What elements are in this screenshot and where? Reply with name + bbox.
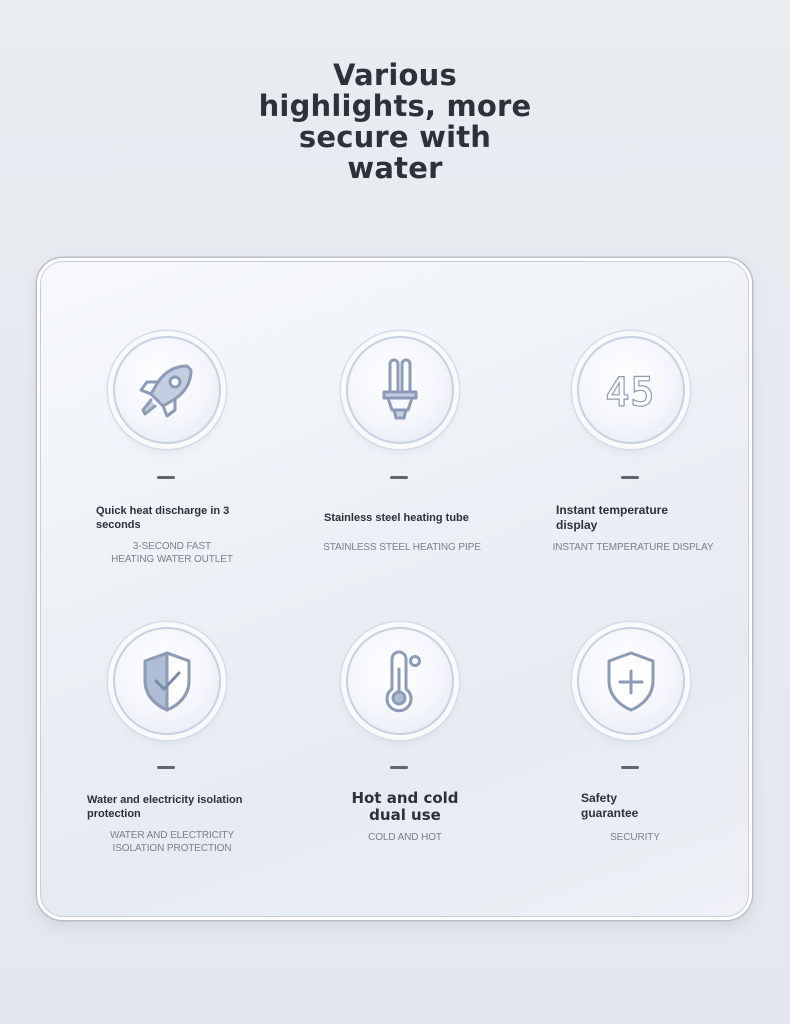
temperature-display-value: 45 xyxy=(606,370,656,414)
feature-badge-safety xyxy=(577,627,685,735)
feature-title: Quick heat discharge in 3 seconds xyxy=(96,505,230,531)
feature-subtitle xyxy=(96,540,248,566)
feature-subtitle xyxy=(318,541,486,554)
feature-title-line: dual use xyxy=(369,806,441,824)
feature-badge-quick-heat xyxy=(113,336,221,444)
feature-title-line: Hot and cold xyxy=(351,789,459,807)
feature-title-line: guarantee xyxy=(581,806,639,820)
feature-title: Stainless steel heating tube xyxy=(324,512,469,524)
feature-title-line: Safety xyxy=(581,791,618,805)
feature-divider xyxy=(621,766,639,769)
feature-title xyxy=(330,790,480,824)
feature-badge-hot-cold xyxy=(346,627,454,735)
feature-subtitle-line: HEATING WATER OUTLET xyxy=(111,554,233,565)
feature-divider xyxy=(390,476,408,479)
feature-divider xyxy=(157,476,175,479)
feature-subtitle-line: INSTANT TEMPERATURE DISPLAY xyxy=(552,542,714,553)
rocket-icon xyxy=(129,352,205,428)
feature-subtitle-line: ISOLATION PROTECTION xyxy=(112,843,232,854)
temperature-display-icon xyxy=(593,352,669,428)
headline-line: Various xyxy=(333,58,457,92)
headline-line: water xyxy=(347,151,443,185)
heating-tube-icon xyxy=(362,352,438,428)
feature-divider xyxy=(157,766,175,769)
shield-check-icon xyxy=(129,643,205,719)
feature-divider xyxy=(621,476,639,479)
feature-subtitle xyxy=(330,831,480,844)
thermometer-icon xyxy=(362,643,438,719)
feature-title: Water and electricity isolation protection xyxy=(87,794,243,820)
feature-subtitle-line: 3-SECOND FAST xyxy=(132,541,212,552)
feature-badge-temperature-display xyxy=(577,336,685,444)
feature-divider xyxy=(390,766,408,769)
feature-subtitle xyxy=(548,541,718,554)
feature-badge-isolation xyxy=(113,627,221,735)
feature-title: Instant temperature display xyxy=(556,503,669,532)
feature-subtitle-line: STAINLESS STEEL HEATING PIPE xyxy=(323,542,481,553)
feature-subtitle-line: COLD AND HOT xyxy=(368,832,442,843)
feature-subtitle-line: WATER AND ELECTRICITY xyxy=(109,830,235,841)
shield-plus-icon xyxy=(593,643,669,719)
headline-line: highlights, more xyxy=(258,89,532,123)
feature-subtitle xyxy=(585,831,685,844)
feature-subtitle-line: SECURITY xyxy=(610,832,660,843)
headline-line: secure with xyxy=(298,120,492,154)
feature-title xyxy=(581,791,701,821)
feature-subtitle xyxy=(96,829,248,855)
feature-badge-heating-tube xyxy=(346,336,454,444)
headline xyxy=(0,60,790,184)
